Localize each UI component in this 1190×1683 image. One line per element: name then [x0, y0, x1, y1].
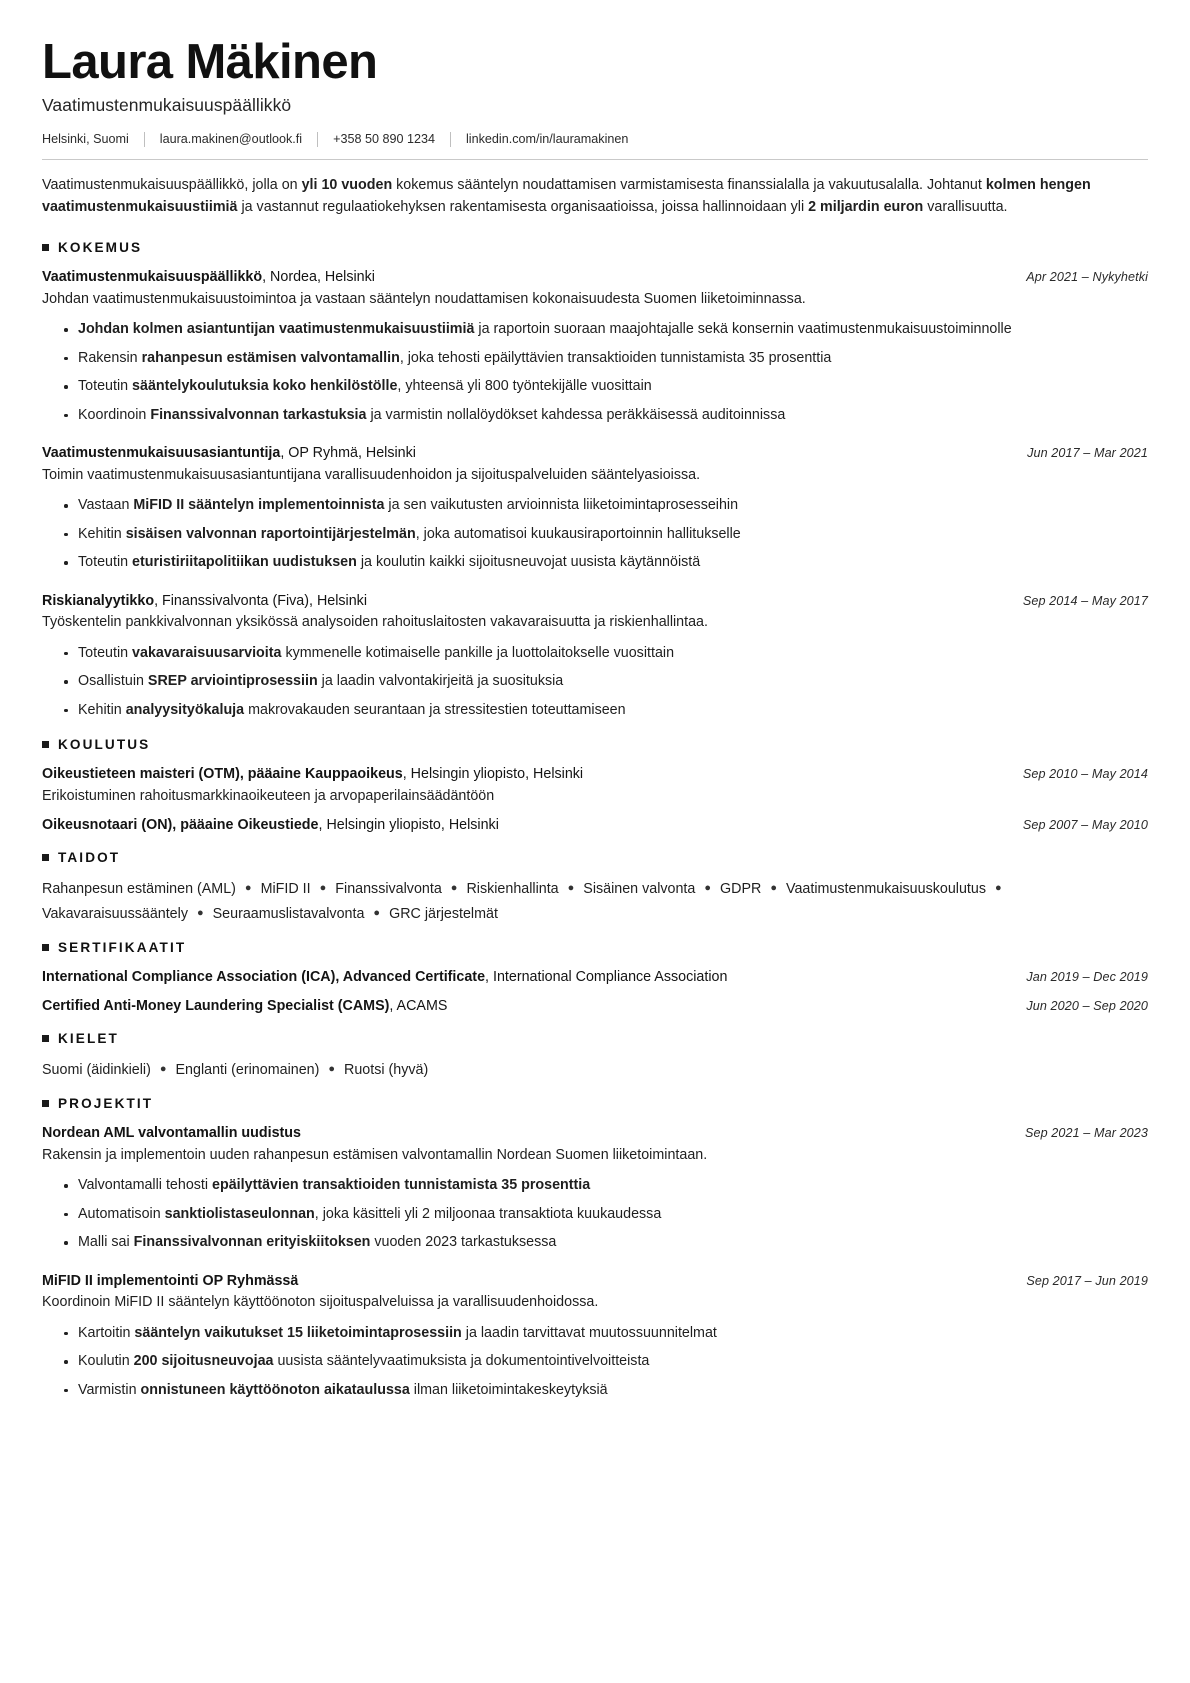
experience-description: Johdan vaatimustenmukaisuustoimintoa ja vastaan sääntelyn noudattamisen kokonaisuudesta Suomen liiketoiminnassa. [42, 290, 806, 307]
languages-list [42, 1058, 1148, 1083]
experience-entry [42, 267, 1148, 426]
bullet-highlight: Johdan kolmen asiantuntijan vaatimustenmukaisuustiimiä [78, 321, 475, 338]
bullet-item [64, 495, 1148, 516]
square-bullet-icon [42, 1035, 49, 1042]
bullet-prefix: Toteutin [78, 378, 133, 395]
experience-role: Vaatimustenmukaisuusasiantuntija [42, 445, 281, 462]
contact-phone[interactable]: +358 50 890 1234 [333, 132, 435, 147]
experience-role: Vaatimustenmukaisuuspäällikkö [42, 269, 263, 286]
contact-divider [450, 132, 451, 147]
bullet-text: ja varmistin nollalöydökset kahdessa peräkkäisessä auditoinnissa [366, 406, 786, 423]
experience-bullet-list [42, 319, 1148, 426]
education-degree: Oikeusnotaari (ON), pääaine Oikeustiede [42, 817, 319, 834]
candidate-headline: Vaatimustenmukaisuuspäällikkö [42, 94, 292, 115]
square-bullet-icon [42, 244, 49, 251]
square-bullet-icon [42, 944, 49, 951]
experience-title-line [42, 267, 375, 288]
section-skills [42, 850, 1148, 926]
bullet-prefix: Osallistuin [78, 673, 148, 690]
section-title-certificates: SERTIFIKAATIT [58, 940, 187, 956]
skill-item: GRC järjestelmät [389, 905, 498, 922]
experience-title-line [42, 443, 416, 464]
bullet-highlight: sanktiolistaseulonnan [164, 1205, 315, 1222]
contact-location: Helsinki, Suomi [42, 132, 129, 147]
project-description: Koordinoin MiFID II sääntelyn käyttöönoton sijoituspalveluissa ja varallisuudenhoidossa. [42, 1294, 599, 1311]
bullet-text: ja sen vaikutusten arvioinnista liiketoimintaprosesseihin [384, 497, 739, 514]
dot-separator-icon: ● [704, 881, 712, 894]
skill-item: Vaatimustenmukaisuuskoulutus [785, 880, 986, 897]
experience-company: , OP Ryhmä, Helsinki [280, 445, 416, 462]
bullet-prefix: Kehitin [78, 701, 126, 718]
bullet-text: ilman liiketoimintakeskeytyksiä [409, 1381, 608, 1398]
professional-summary [42, 174, 1148, 218]
candidate-name: Laura Mäkinen [42, 35, 378, 89]
certificate-entry-header [42, 967, 1148, 988]
project-entry-header [42, 1123, 1148, 1144]
section-title-projects: PROJEKTIT [58, 1096, 154, 1112]
bullet-text: ja raportoin suoraan maajohtajalle sekä konsernin vaatimustenmukaisuustoiminnolle [474, 321, 1012, 338]
project-entry-header [42, 1271, 1148, 1292]
education-date: Sep 2010 – May 2014 [1022, 767, 1148, 782]
experience-date: Apr 2021 – Nykyhetki [1026, 270, 1148, 285]
summary-text-3: ja vastannut regulaatiokehyksen rakentamisesta organisaatioissa, joissa hallinnoidaan yli [237, 199, 809, 216]
section-title-languages: KIELET [58, 1030, 119, 1046]
summary-text-4: varallisuutta. [923, 199, 1008, 216]
experience-company: , Finanssivalvonta (Fiva), Helsinki [154, 592, 367, 609]
contact-divider [144, 132, 145, 147]
experience-bullet-list [42, 643, 1148, 721]
certificate-entry [42, 967, 1148, 988]
education-title-line [42, 815, 499, 836]
education-date: Sep 2007 – May 2010 [1022, 818, 1148, 833]
bullet-prefix: Kehitin [78, 525, 126, 542]
dot-separator-icon: ● [770, 881, 777, 894]
certificate-entry [42, 996, 1148, 1017]
bullet-prefix: Rakensin [78, 349, 142, 366]
bullet-prefix: Kartoitin [78, 1324, 135, 1341]
bullet-highlight: rahanpesun estämisen valvontamallin [141, 349, 400, 366]
dot-separator-icon: ● [450, 881, 458, 894]
bullet-prefix: Varmistin [78, 1381, 141, 1398]
certificate-issuer: , International Compliance Association [485, 969, 728, 986]
section-title-experience: KOKEMUS [58, 240, 143, 256]
contact-divider [317, 132, 318, 147]
bullet-text: ja laadin valvontakirjeitä ja suosituksia [317, 673, 564, 690]
bullet-text: , yhteensä yli 800 työntekijälle vuosittain [397, 378, 652, 395]
bullet-text: uusista sääntelyvaatimuksista ja dokumentointivelvoitteista [273, 1353, 650, 1370]
bullet-prefix: Toteutin [78, 554, 133, 571]
experience-entry-header [42, 591, 1148, 612]
language-item: Suomi (äidinkieli) [42, 1061, 151, 1078]
project-title-line [42, 1271, 298, 1292]
project-entry [42, 1271, 1148, 1401]
bullet-item [64, 643, 1148, 664]
bullet-item [64, 348, 1148, 369]
contact-row [42, 132, 1148, 159]
skill-item: Sisäinen valvonta [583, 880, 696, 897]
bullet-item [64, 700, 1148, 721]
certificate-title-line [42, 996, 447, 1017]
education-entry-header [42, 764, 1148, 785]
certificate-date: Jan 2019 – Dec 2019 [1026, 970, 1148, 985]
skills-list [42, 877, 1148, 926]
dot-separator-icon: ● [196, 906, 204, 919]
education-institution: , Helsingin yliopisto, Helsinki [318, 817, 499, 834]
bullet-prefix: Koulutin [78, 1353, 134, 1370]
bullet-highlight: 200 sijoitusneuvojaa [133, 1353, 274, 1370]
square-bullet-icon [42, 854, 49, 861]
section-header-projects [42, 1096, 1148, 1111]
bullet-highlight: vakavaraisuusarvioita [132, 644, 282, 661]
experience-entry [42, 591, 1148, 721]
page-top-margin [0, 0, 1190, 6]
bullet-prefix: Vastaan [78, 497, 134, 514]
section-title-education: KOULUTUS [58, 737, 151, 753]
bullet-highlight: Finanssivalvonnan tarkastuksia [150, 406, 367, 423]
bullet-highlight: MiFID II sääntelyn implementoinnista [133, 497, 385, 514]
education-degree: Oikeustieteen maisteri (OTM), pääaine Kauppaoikeus [42, 766, 403, 783]
bullet-highlight: SREP arviointiprosessiin [147, 673, 318, 690]
bullet-prefix: Automatisoin [78, 1205, 165, 1222]
section-header-experience [42, 240, 1148, 255]
summary-text-1: Vaatimustenmukaisuuspäällikkö, jolla on [42, 176, 302, 193]
bullet-text: ja koulutin kaikki sijoitusneuvojat uusista käytännöistä [356, 554, 701, 571]
bullet-item [64, 1232, 1148, 1253]
section-certificates [42, 940, 1148, 1016]
certificate-name: International Compliance Association (ICA), Advanced Certificate [42, 969, 486, 986]
project-bullet-list [42, 1175, 1148, 1253]
skill-item: Seuraamuslistavalvonta [212, 905, 365, 922]
bullet-item [64, 1323, 1148, 1344]
bullet-highlight: eturistiriitapolitiikan uudistuksen [132, 554, 357, 571]
bullet-highlight: sisäisen valvonnan raportointijärjestelmän [125, 525, 416, 542]
bullet-item [64, 552, 1148, 573]
section-header-education [42, 737, 1148, 752]
dot-separator-icon: ● [373, 906, 381, 919]
experience-entry-header [42, 267, 1148, 288]
dot-separator-icon: ● [244, 881, 252, 894]
resume-header [42, 0, 1148, 160]
certificate-issuer: , ACAMS [389, 997, 448, 1014]
skill-item: GDPR [720, 880, 762, 897]
bullet-item [64, 376, 1148, 397]
bullet-item [64, 319, 1148, 340]
experience-entry-header [42, 443, 1148, 464]
education-institution: , Helsingin yliopisto, Helsinki [402, 766, 584, 783]
bullet-text: vuoden 2023 tarkastuksessa [370, 1234, 557, 1251]
bullet-highlight: sääntelykoulutuksia koko henkilöstölle [132, 378, 398, 395]
section-title-skills: TAIDOT [58, 849, 121, 865]
experience-company: , Nordea, Helsinki [262, 269, 375, 286]
summary-highlight-3: 2 miljardin euron [808, 199, 924, 216]
skill-item: Vakavaraisuussääntely [42, 905, 188, 922]
certificate-date: Jun 2020 – Sep 2020 [1026, 998, 1148, 1013]
section-projects [42, 1096, 1148, 1401]
language-item: Englanti (erinomainen) [175, 1061, 320, 1078]
bullet-item [64, 524, 1148, 545]
section-header-certificates [42, 940, 1148, 955]
bullet-highlight: analyysityökaluja [125, 701, 245, 718]
section-header-skills [42, 850, 1148, 865]
section-header-languages [42, 1031, 1148, 1046]
project-date: Sep 2017 – Jun 2019 [1026, 1273, 1148, 1288]
experience-date: Jun 2017 – Mar 2021 [1027, 446, 1148, 461]
experience-entry [42, 443, 1148, 573]
bullet-item [64, 1380, 1148, 1401]
skill-item: Finanssivalvonta [335, 880, 442, 897]
dot-separator-icon: ● [328, 1062, 336, 1075]
education-entry-header [42, 815, 1148, 836]
bullet-text: , joka tehosti epäilyttävien transaktioiden tunnistamista 35 prosenttia [399, 349, 832, 366]
bullet-text: , joka automatisoi kuukausiraportoinnin hallitukselle [415, 525, 741, 542]
bullet-prefix: Koordinoin [78, 406, 151, 423]
bullet-highlight: epäilyttävien transaktioiden tunnistamista 35 prosenttia [212, 1177, 591, 1194]
experience-description: Toimin vaatimustenmukaisuusasiantuntijana varallisuudenhoidon ja sijoituspalveluiden sääntelyasioissa. [42, 466, 701, 483]
dot-separator-icon: ● [159, 1062, 167, 1075]
section-experience [42, 240, 1148, 721]
bullet-highlight: sääntelyn vaikutukset 15 liiketoimintaprosessiin [134, 1324, 462, 1341]
project-description: Rakensin ja implementoin uuden rahanpesun estämisen valvontamallin Nordean Suomen liiketoimintaan. [42, 1146, 708, 1163]
bullet-text: makrovakauden seurantaan ja stressitestien toteuttamiseen [244, 701, 626, 718]
project-name: Nordean AML valvontamallin uudistus [42, 1125, 301, 1142]
experience-title-line [42, 591, 367, 612]
dot-separator-icon: ● [319, 881, 327, 894]
certificate-title-line [42, 967, 727, 988]
contact-linkedin[interactable]: linkedin.com/in/lauramakinen [466, 132, 629, 147]
education-entry [42, 764, 1148, 807]
bullet-highlight: Finanssivalvonnan erityiskiitoksen [133, 1234, 371, 1251]
bullet-item [64, 1175, 1148, 1196]
dot-separator-icon: ● [567, 881, 575, 894]
section-languages [42, 1031, 1148, 1083]
skill-item: MiFID II [260, 880, 311, 897]
summary-highlight-2: kolmen hengen vaatimustenmukaisuustiimiä [42, 176, 1091, 216]
summary-text-2: kokemus sääntelyn noudattamisen varmistamisesta finanssialalla ja vakuutusalalla. Johtanut [392, 176, 986, 193]
experience-description: Työskentelin pankkivalvonnan yksikössä analysoiden rahoituslaitosten vakavaraisuutta ja riskienhallintaa. [42, 614, 708, 631]
dot-separator-icon: ● [994, 881, 1002, 894]
education-entry [42, 815, 1148, 836]
bullet-item [64, 1204, 1148, 1225]
bullet-highlight: onnistuneen käyttöönoton aikataulussa [140, 1381, 410, 1398]
bullet-text: , joka käsitteli yli 2 miljoonaa transaktiota kuukaudessa [314, 1205, 662, 1222]
bullet-text: ja laadin tarvittavat muutossuunnitelmat [461, 1324, 717, 1341]
header-divider [42, 159, 1148, 160]
certificate-entry-header [42, 996, 1148, 1017]
language-item: Ruotsi (hyvä) [344, 1061, 429, 1078]
skill-item: Rahanpesun estäminen (AML) [42, 880, 236, 897]
summary-highlight-1: yli 10 vuoden [301, 176, 393, 193]
square-bullet-icon [42, 741, 49, 748]
certificate-name: Certified Anti-Money Laundering Specialist (CAMS) [42, 997, 390, 1014]
bullet-prefix: Malli sai [78, 1234, 134, 1251]
skill-item: Riskienhallinta [466, 880, 559, 897]
experience-bullet-list [42, 495, 1148, 573]
project-bullet-list [42, 1323, 1148, 1401]
bullet-item [64, 1351, 1148, 1372]
experience-role: Riskianalyytikko [42, 592, 155, 609]
project-date: Sep 2021 – Mar 2023 [1024, 1126, 1148, 1141]
bullet-item [64, 671, 1148, 692]
experience-date: Sep 2014 – May 2017 [1022, 593, 1148, 608]
bullet-prefix: Toteutin [78, 644, 133, 661]
contact-email[interactable]: laura.makinen@outlook.fi [159, 132, 303, 147]
education-title-line [42, 764, 583, 785]
project-name: MiFID II implementointi OP Ryhmässä [42, 1272, 299, 1289]
education-description: Erikoistuminen rahoitusmarkkinaoikeuteen ja arvopaperilainsäädäntöön [42, 787, 495, 804]
bullet-item [64, 405, 1148, 426]
project-entry [42, 1123, 1148, 1253]
section-education [42, 737, 1148, 836]
bullet-prefix: Valvontamalli tehosti [78, 1177, 213, 1194]
project-title-line [42, 1123, 301, 1144]
square-bullet-icon [42, 1100, 49, 1107]
bullet-text: kymmenelle kotimaiselle pankille ja luottolaitokselle vuosittain [281, 644, 675, 661]
